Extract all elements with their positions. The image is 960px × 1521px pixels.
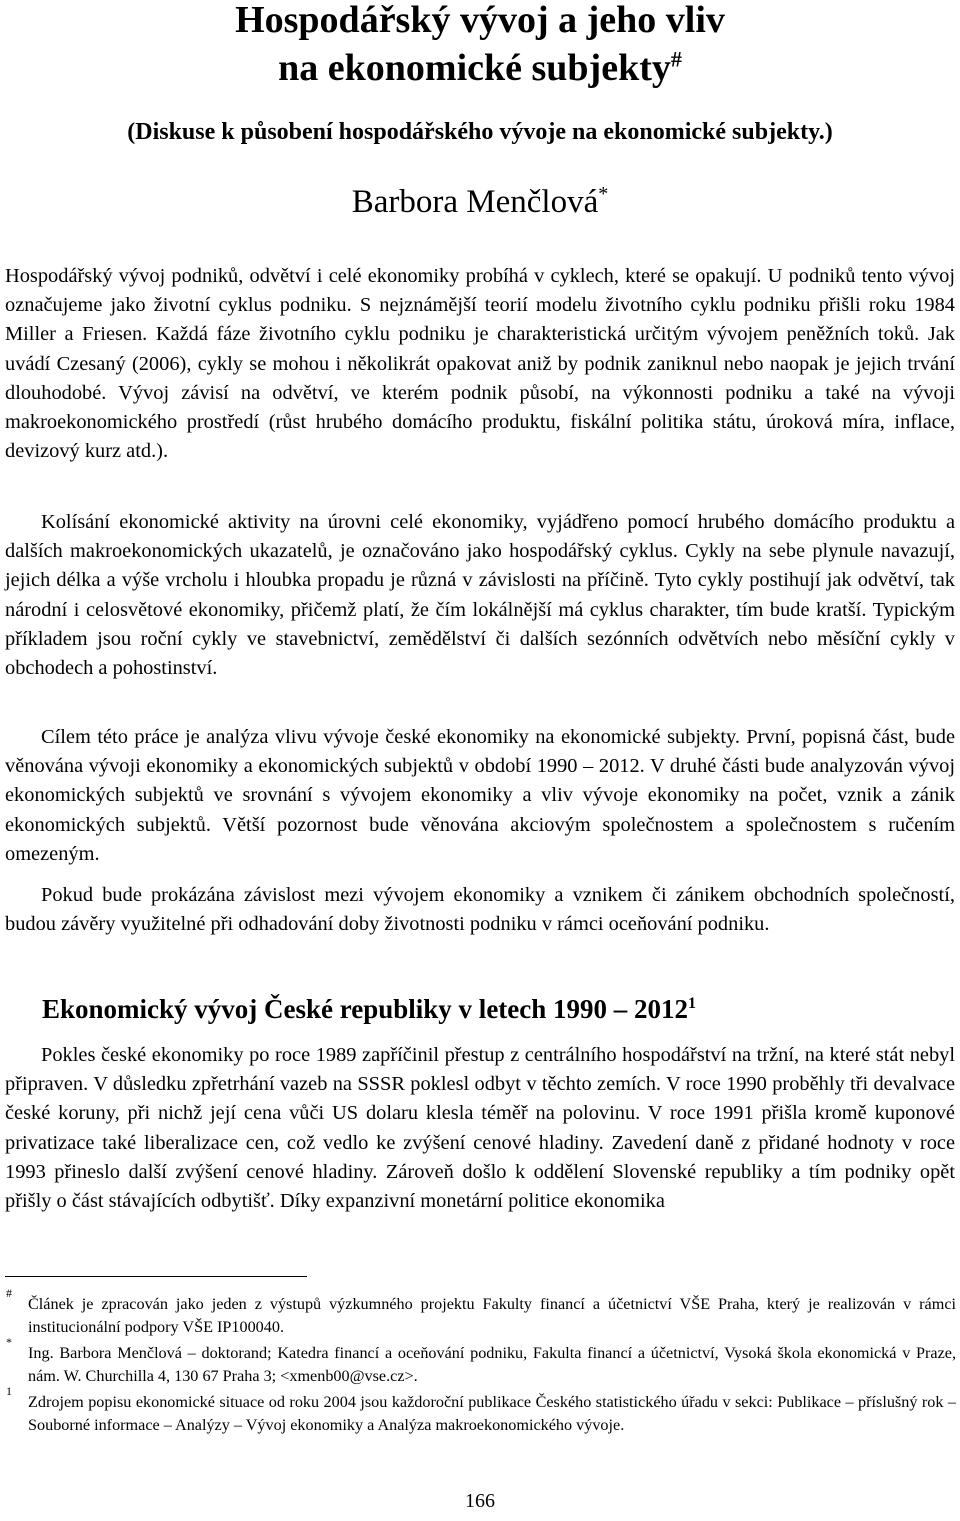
author-line — [0, 180, 960, 224]
section-paragraph: Pokles české ekonomiky po roce 1989 zapříčinil přestup z centrálního hospodářství na tržní, na které stát nebyl připraven. V důsledku zpřetrhání vazeb na SSSR poklesl odbyt v těchto zemích. V roce 1990 proběhly tři devalvace české koruny, při nichž její cena vůči US dolaru klesla téměř na polovinu. V roce 1991 přišla kromě kuponové privatizace také liberalizace cen, což vedlo ke zvýšení cenové hladiny. Zavedení daně z přidané hodnoty v roce 1993 přineslo další zvýšení cenové hladiny. Zároveň došlo k oddělení Slovenské republiky a tím podniky opět přišly o část stávajících odbytišť. Díky expanzivní monetární politice ekonomika — [5, 1044, 955, 1213]
footnote-3 — [6, 1384, 956, 1436]
article-title-line1 — [0, 0, 960, 44]
section-footnote-mark: 1 — [688, 995, 697, 1012]
paragraph-3: Cílem této práce je analýza vlivu vývoje české ekonomiky na ekonomické subjekty. První, popisná část, bude věnována vývoji ekonomiky a ekonomických subjektů v období 1990 – 2012. V druhé části bude analyzován vývoj ekonomických subjektů ve srovnání s vývojem ekonomiky a vliv vývoje ekonomiky na počet, vznik a zánik ekonomických subjektů. Větší pozornost bude věnována akciovým společnostem a společnostem s ručením omezeným. — [5, 726, 955, 865]
paragraph-4: Pokud bude prokázána závislost mezi vývojem ekonomiky a vznikem či zánikem obchodních společností, budou závěry využitelné při odhadování doby životnosti podniku v rámci oceňování podniku. — [5, 884, 955, 936]
footnote-1-mark: # — [6, 1286, 12, 1300]
author-footnote-mark: * — [598, 183, 609, 205]
title-text-line2: na ekonomické subjekty — [278, 47, 671, 89]
footnote-2-text: Ing. Barbora Menčlová – doktorand; Katedra financí a oceňování podniku, Fakulta financí a účetnictví, Vysoká škola ekonomická v Praze, nám. W. Churchilla 4, 130 67 Praha 3; <xmenb00@vse.cz>. — [28, 1344, 956, 1385]
article-subtitle: (Diskuse k působení hospodářského vývoje na ekonomické subjekty.) — [127, 119, 833, 145]
footnote-separator — [5, 1276, 307, 1277]
footnote-3-mark: 1 — [6, 1384, 12, 1398]
footnote-1-text: Článek je zpracován jako jeden z výstupů výzkumného projektu Fakulty financí a účetnictví VŠE Praha, který je realizován v rámci institucionální podpory VŠE IP100040. — [28, 1295, 956, 1336]
author-name: Barbora Menčlová — [351, 184, 599, 220]
footnote-2-mark: * — [6, 1335, 12, 1349]
title-footnote-mark: # — [670, 46, 682, 72]
paragraph-2: Kolísání ekonomické aktivity na úrovni celé ekonomiky, vyjádřeno pomocí hrubého domácího produktu a dalších makroekonomických ukazatelů, je označováno jako hospodářský cyklus. Cykly na sebe plynule navazují, jejich délka a výše vrcholu i hloubka propadu je různá v závislosti na příčině. Tyto cykly postihují jak odvětví, tak národní i celosvětové ekonomiky, přičemž platí, že čím lokálnější má cyklus charakter, tím bude kratší. Typickým příkladem jsou roční cykly ve stavebnictví, zemědělství či dalších sezónních odvětvích nebo měsíční cykly v obchodech a pohostinství. — [5, 511, 955, 680]
section-heading — [42, 991, 696, 1027]
footnote-3-text: Zdrojem popisu ekonomické situace od roku 2004 jsou každoroční publikace Českého statistického úřadu v sekci: Publikace – příslušný rok – Souborné informace – Analýzy – Vývoj ekonomiky a Analýza makroekonomického vývoje. — [28, 1393, 956, 1434]
page-number: 166 — [465, 1490, 495, 1512]
article-title-line2 — [0, 44, 960, 92]
footnote-2 — [6, 1335, 956, 1387]
section-heading-text: Ekonomický vývoj České republiky v letech 1990 – 2012 — [42, 994, 689, 1024]
paragraph-1: Hospodářský vývoj podniků, odvětví i celé ekonomiky probíhá v cyklech, které se opakují. U podniků tento vývoj označujeme jako životní cyklus podniku. S nejznámější teorií modelu životního cyklu podniku přišli roku 1984 Miller a Friesen. Každá fáze životního cyklu podniku je charakteristická určitým vývojem peněžních toků. Jak uvádí Czesaný (2006), cykly se mohou i několikrát opakovat aniž by podnik zaniknul nebo naopak je jejich trvání dlouhodobé. Vývoj závisí na odvětví, ve kterém podnik působí, na výkonnosti podniku a také na vývoji makroekonomického prostředí (růst hrubého domácího produktu, fiskální politika státu, úroková míra, inflace, devizový kurz atd.). — [5, 265, 955, 463]
footnote-1 — [6, 1286, 956, 1338]
title-text-line1: Hospodářský vývoj a jeho vliv — [235, 0, 725, 41]
